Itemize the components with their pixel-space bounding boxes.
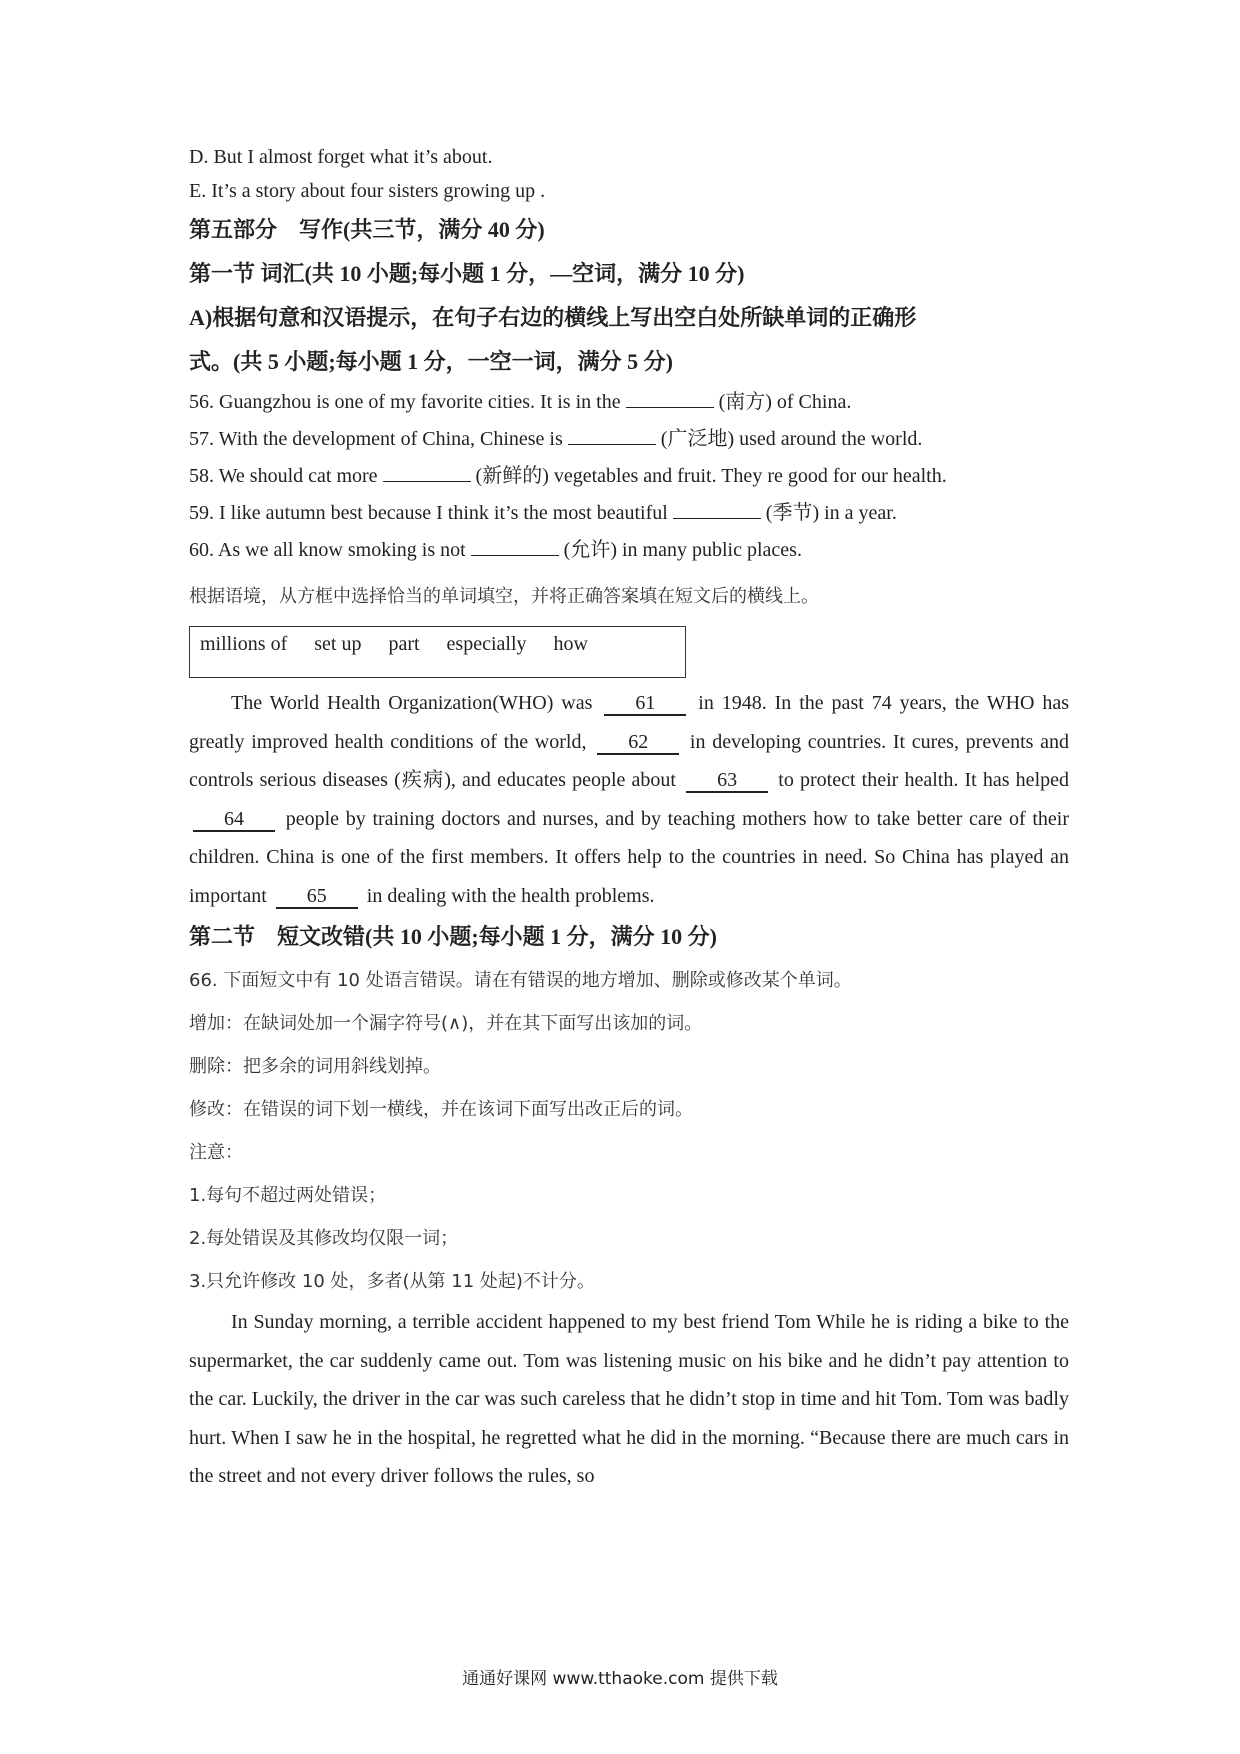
answer-blank[interactable] — [673, 502, 761, 519]
correction-passage: In Sunday morning, a terrible accident happened to my best friend Tom While he is riding a bike to the supermarket, the car suddenly came out. Tom was listening music on his bike and he didn’t pay attention to the car. Luckily, the driver in the car was such careless that he didn’t stop in time and hit Tom. Tom was badly hurt. When I saw he in the hospital, he regretted what he did in the morning. “Because there are much cars in the street and not every driver follows the rules, so — [189, 1311, 1069, 1487]
instruction-line: 66. 下面短文中有 10 处语言错误。请在有错误的地方增加、删除或修改某个单词。 — [189, 970, 852, 991]
answer-blank[interactable] — [626, 391, 714, 408]
vocab-item-56: 56. Guangzhou is one of my favorite cities. It is in the (南方) of China. — [189, 391, 852, 413]
blank-62[interactable]: 62 — [597, 731, 679, 755]
section1-heading: 第一节 词汇(共 10 小题;每小题 1 分，—空词，满分 10 分) — [189, 261, 745, 286]
blank-64[interactable]: 64 — [193, 808, 275, 832]
instruction-line: 删除：把多余的词用斜线划掉。 — [189, 1056, 441, 1077]
blank-61[interactable]: 61 — [604, 692, 686, 716]
instruction-line: 修改：在错误的词下划一横线，并在该词下面写出改正后的词。 — [189, 1099, 693, 1120]
blank-65[interactable]: 65 — [276, 885, 358, 909]
option-d: D. But I almost forget what it’s about. — [189, 146, 493, 168]
instruction-line: 3.只允许修改 10 处，多者(从第 11 处起)不计分。 — [189, 1271, 595, 1292]
correction-instructions — [189, 959, 1069, 1303]
blank-63[interactable]: 63 — [686, 769, 768, 793]
footer-credit: 通通好课网 www.tthaoke.com 提供下载 — [462, 1669, 778, 1689]
vocab-item-60: 60. As we all know smoking is not (允许) in many public places. — [189, 539, 802, 561]
word-option: how — [553, 633, 588, 655]
word-option: part — [388, 633, 420, 655]
word-option: millions of — [200, 633, 288, 655]
word-option: especially — [446, 633, 527, 655]
part5-heading: 第五部分 写作(共三节，满分 40 分) — [189, 217, 545, 242]
sectionB-instruction: 根据语境，从方框中选择恰当的单词填空，并将正确答案填在短文后的横线上。 — [189, 586, 819, 607]
vocab-item-59: 59. I like autumn best because I think it’s the most beautiful (季节) in a year. — [189, 502, 897, 524]
who-passage: The World Health Organization(WHO) was 61 in 1948. In the past 74 years, the WHO has greatly improved health conditions of the world, 62 in developing countries. It cures, prevents and controls serious diseases (疾病), and educates people about 63 to protect their health. It has helped 64 people by training doctors and nurses, and by teaching mothers how to take better care of their children. China is one of the first members. It offers help to the countries in need. So China has played an important 65 in dealing with the health problems. — [189, 692, 1070, 907]
answer-blank[interactable] — [568, 428, 656, 445]
section2-heading: 第二节 短文改错(共 10 小题;每小题 1 分，满分 10 分) — [189, 924, 717, 949]
instruction-line: 增加：在缺词处加一个漏字符号(∧)，并在其下面写出该加的词。 — [189, 1013, 703, 1034]
instruction-line: 注意： — [189, 1142, 243, 1163]
answer-blank[interactable] — [383, 465, 471, 482]
word-box — [189, 626, 686, 678]
option-e: E. It’s a story about four sisters growing up . — [189, 180, 546, 202]
vocab-item-57: 57. With the development of China, Chinese is (广泛地) used around the world. — [189, 428, 923, 450]
exam-page — [189, 140, 1069, 1496]
instruction-line: 1.每句不超过两处错误； — [189, 1185, 387, 1206]
sectionA-heading-line1: A)根据句意和汉语提示，在句子右边的横线上写出空白处所缺单词的正确形 — [189, 305, 917, 330]
sectionA-heading-line2: 式。(共 5 小题;每小题 1 分，一空一词，满分 5 分) — [189, 349, 673, 374]
word-option: set up — [314, 633, 362, 655]
instruction-line: 2.每处错误及其修改均仅限一词； — [189, 1228, 459, 1249]
vocab-item-58: 58. We should cat more (新鲜的) vegetables and fruit. They re good for our health. — [189, 465, 947, 487]
answer-blank[interactable] — [471, 539, 559, 556]
vocab-list — [189, 384, 1069, 569]
